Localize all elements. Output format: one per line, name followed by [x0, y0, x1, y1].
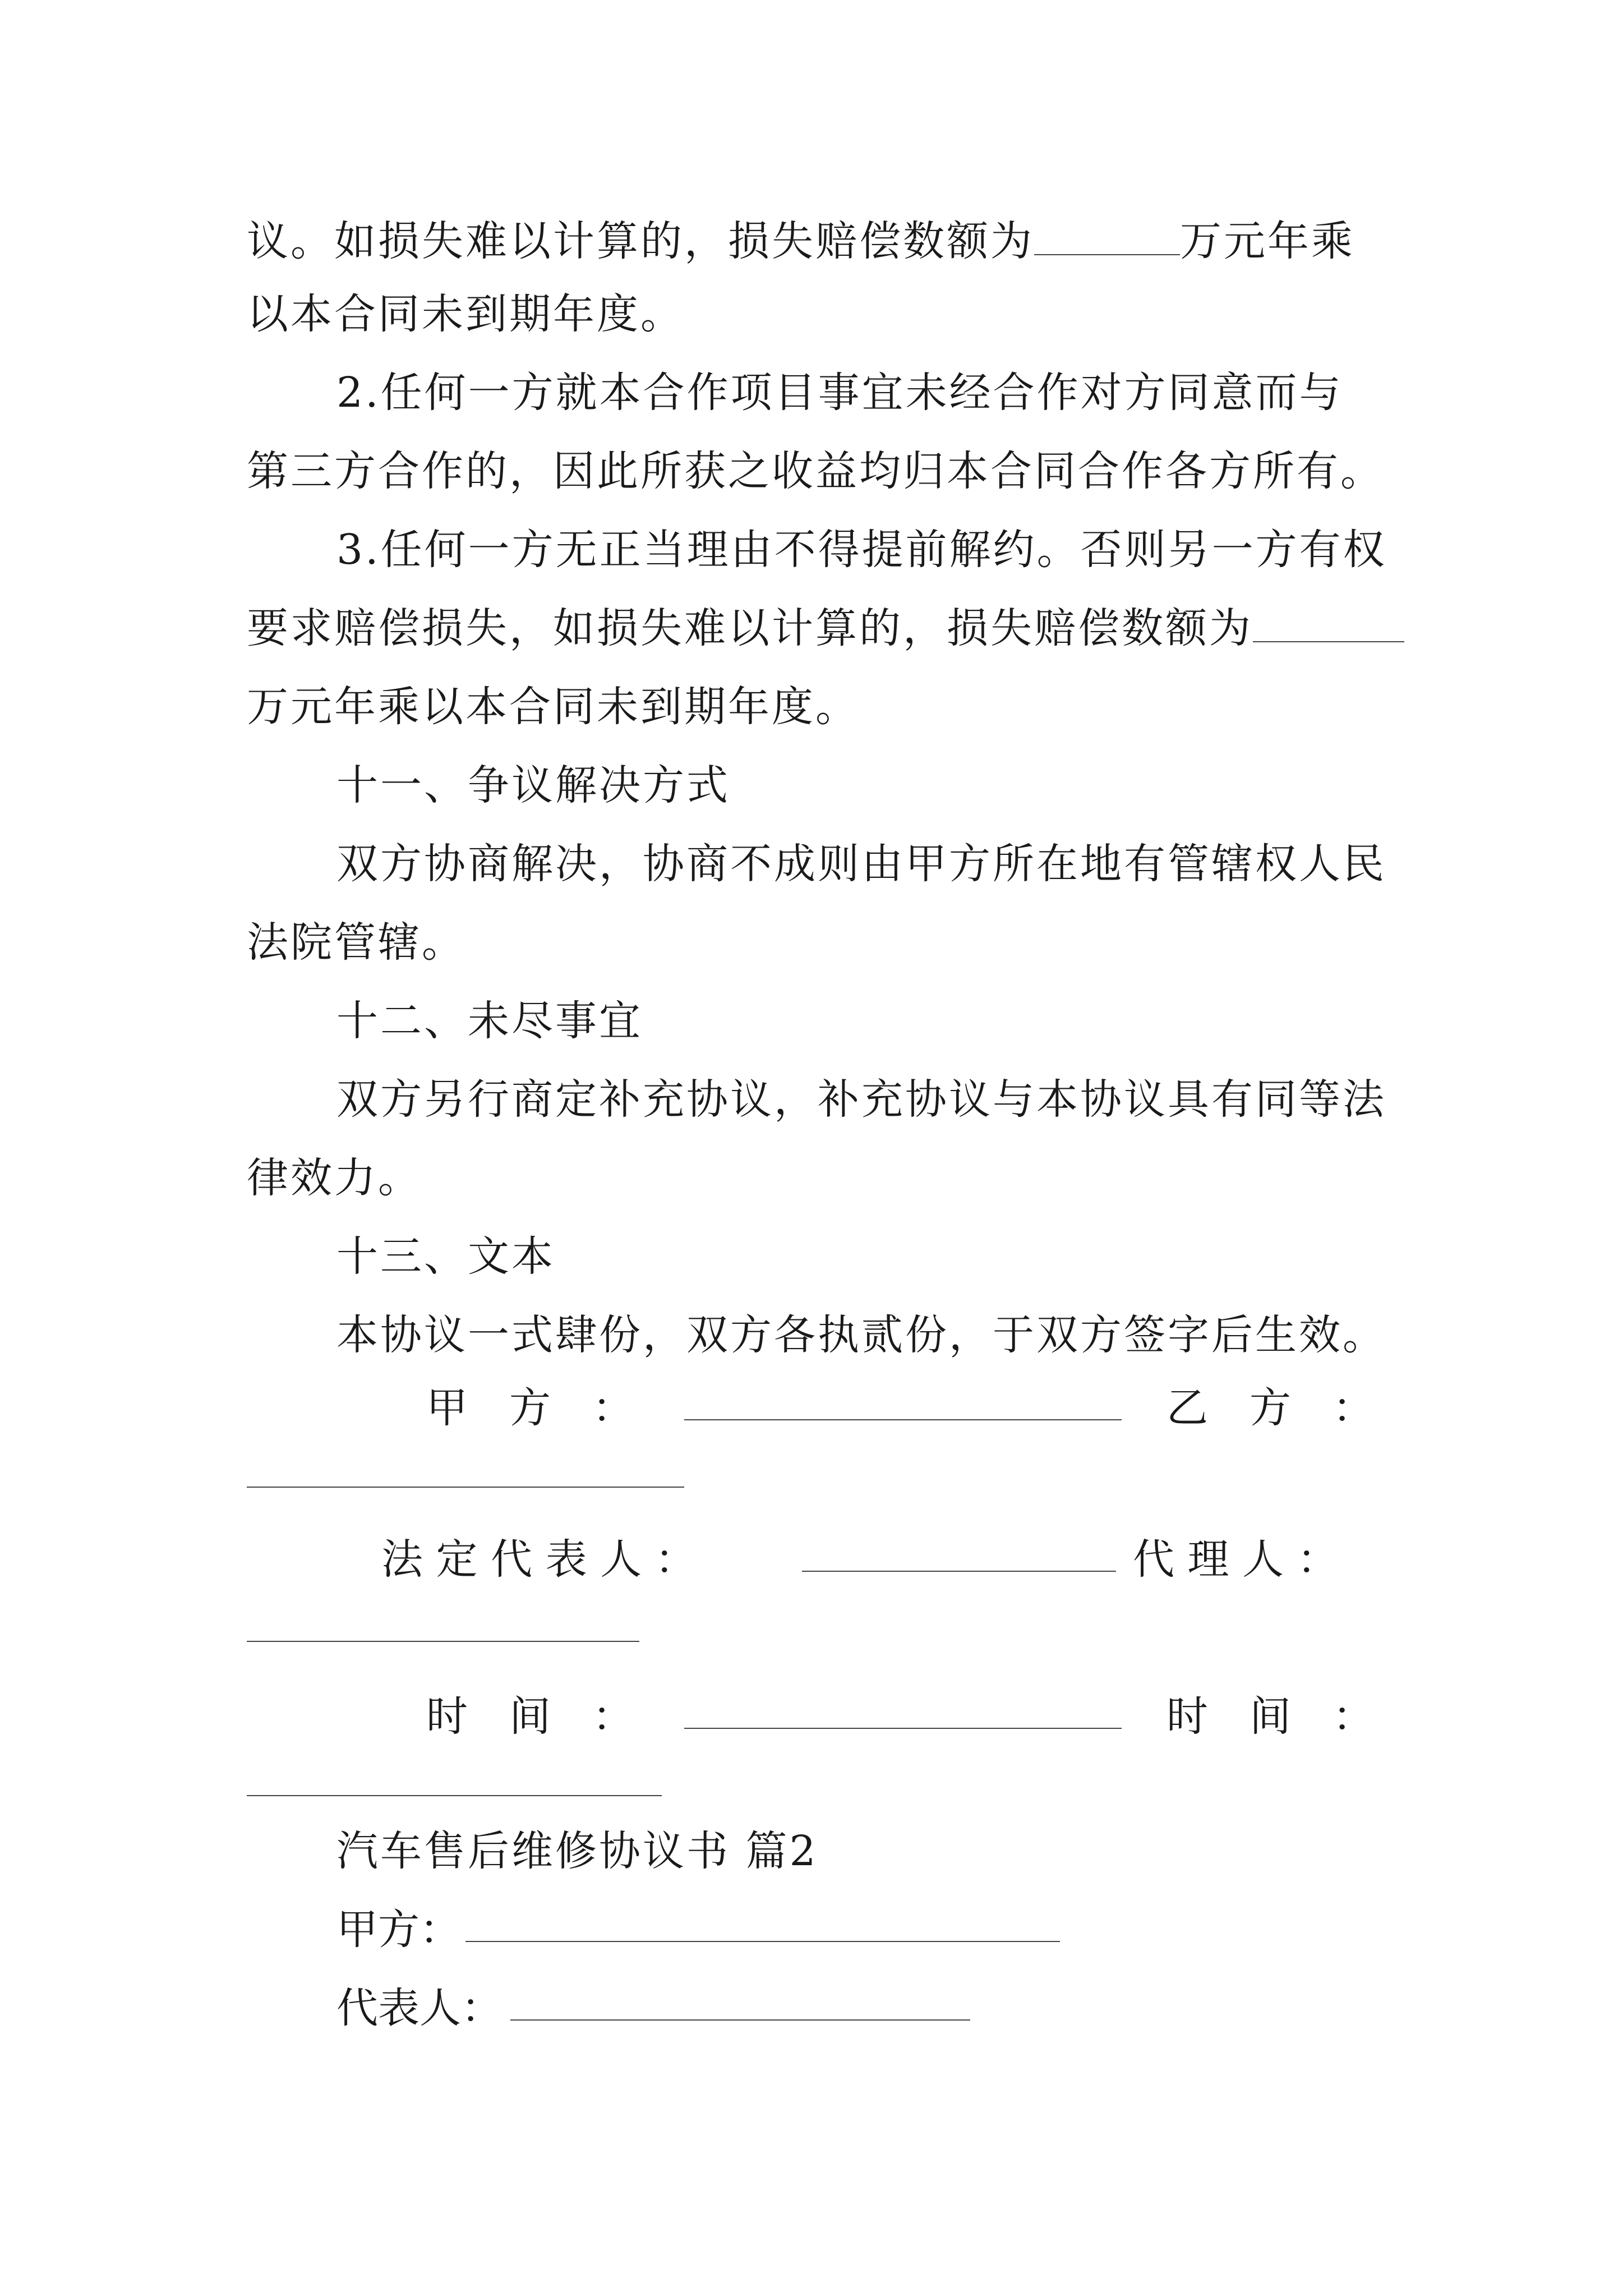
section-heading-12: 十二、未尽事宜	[336, 997, 643, 1045]
paragraph-line	[247, 213, 1380, 269]
clause-2: 2.任何一方就本合作项目事宜未经合作对方同意而与	[336, 369, 1343, 417]
text: 万元年乘	[1180, 217, 1355, 265]
time-a-blank	[684, 1688, 1122, 1729]
time-a-label: 时 间 ：	[426, 1692, 634, 1741]
text: 要求赔偿损失，如损失难以计算的，损失赔偿数额为	[247, 604, 1253, 652]
paragraph-line: 万元年乘以本合同未到期年度。	[247, 683, 859, 731]
party-b-label: 乙 方 ：	[1166, 1384, 1374, 1432]
paragraph-line	[247, 600, 1380, 656]
agent-label: 代 理 人 ：	[1133, 1535, 1339, 1584]
paragraph-line: 本协议一式肆份，双方各执贰份，于双方签字后生效。	[336, 1311, 1386, 1359]
section-heading-11: 十一、争议解决方式	[336, 761, 730, 809]
party-a-blank	[684, 1380, 1122, 1420]
fill-blank	[1034, 215, 1180, 255]
section2-party-a-label: 甲方：	[336, 1906, 461, 1954]
text: 议。如损失难以计算的，损失赔偿数额为	[247, 217, 1034, 265]
paragraph-line: 双方协商解决，协商不成则由甲方所在地有管辖权人民	[336, 840, 1386, 888]
time-b-blank	[247, 1795, 662, 1796]
legal-rep-label: 法 定 代 表 人 ：	[381, 1535, 697, 1584]
section2-rep-label: 代表人：	[336, 1984, 502, 2032]
paragraph-line: 法院管辖。	[247, 918, 465, 967]
agent-blank	[247, 1641, 639, 1642]
section2-party-a-blank	[465, 1902, 1060, 1942]
clause-3: 3.任何一方无正当理由不得提前解约。否则另一方有权	[336, 526, 1387, 574]
section-heading-13: 十三、文本	[336, 1232, 555, 1281]
paragraph-line: 以本合同未到期年度。	[247, 290, 684, 338]
party-b-blank	[247, 1487, 684, 1488]
time-b-label: 时 间 ：	[1166, 1692, 1374, 1741]
paragraph-line: 律效力。	[247, 1154, 422, 1202]
fill-blank	[1253, 602, 1404, 642]
paragraph-line: 第三方合作的，因此所获之收益均归本合同合作各方所有。	[247, 447, 1384, 495]
legal-rep-blank	[802, 1531, 1116, 1572]
party-a-label: 甲 方 ：	[426, 1384, 634, 1432]
section2-rep-blank	[510, 1980, 970, 2021]
section2-title: 汽车售后维修协议书 篇2	[336, 1827, 818, 1875]
paragraph-line: 双方另行商定补充协议，补充协议与本协议具有同等法	[336, 1075, 1386, 1124]
